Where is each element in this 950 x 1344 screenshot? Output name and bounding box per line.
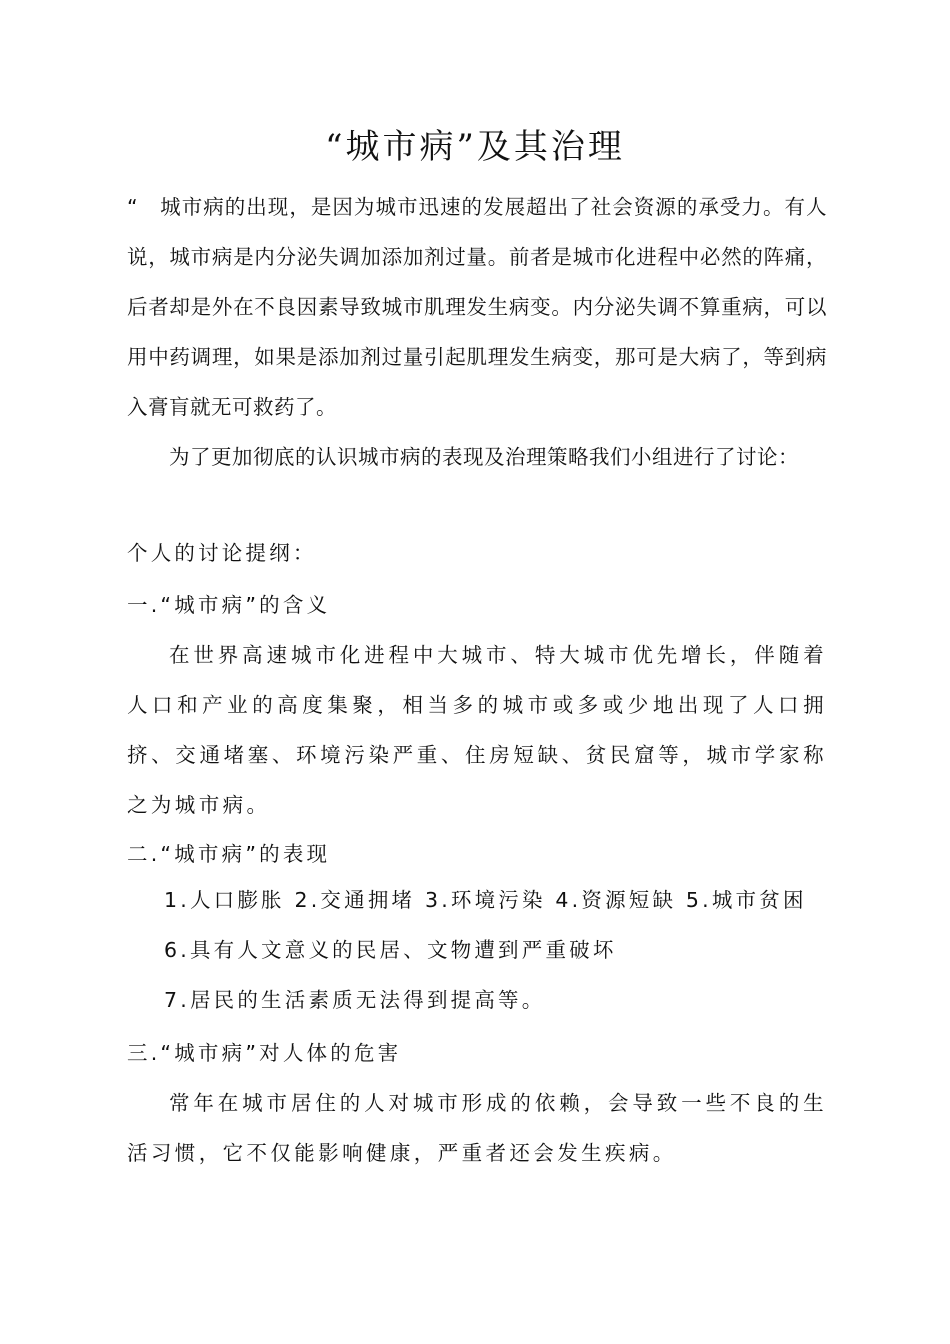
section-2-list-line-3: 7.居民的生活素质无法得到提高等。 — [164, 988, 546, 1012]
purpose-paragraph: 为了更加彻底的认识城市病的表现及治理策略我们小组进行了讨论： — [169, 445, 799, 469]
section-3-body: 常年在城市居住的人对城市形成的依赖，会导致一些不良的生活习惯，它不仅能影响健康，严重者还会发生疾病。 — [127, 1091, 827, 1165]
section-3-heading: 三.“城市病”对人体的危害 — [127, 1041, 402, 1065]
section-1-heading: 一.“城市病”的含义 — [127, 593, 331, 617]
document-title: “城市病”及其治理 — [325, 127, 625, 167]
section-2-heading: 二.“城市病”的表现 — [127, 842, 331, 866]
outline-heading: 个人的讨论提纲： — [127, 541, 317, 565]
section-2-list-line-2: 6.具有人文意义的民居、文物遭到严重破坏 — [164, 938, 617, 962]
intro-paragraph: “ 城市病的出现，是因为城市迅速的发展超出了社会资源的承受力。有人说，城市病是内分泌失调加添加剂过量。前者是城市化进程中必然的阵痛，后者却是外在不良因素导致城市肌理发生病变。内分泌失调不算重病，可以用中药调理，如果是添加剂过量引起肌理发生病变，那可是大病了，等到病入膏肓就无可救药了。 — [127, 195, 827, 419]
section-1-body: 在世界高速城市化进程中大城市、特大城市优先增长，伴随着人口和产业的高度集聚，相当多的城市或多或少地出现了人口拥挤、交通堵塞、环境污染严重、住房短缺、贫民窟等，城市学家称之为城市病。 — [127, 643, 827, 817]
section-2-list-line-1: 1.人口膨胀 2.交通拥堵 3.环境污染 4.资源短缺 5.城市贫困 — [164, 888, 807, 912]
